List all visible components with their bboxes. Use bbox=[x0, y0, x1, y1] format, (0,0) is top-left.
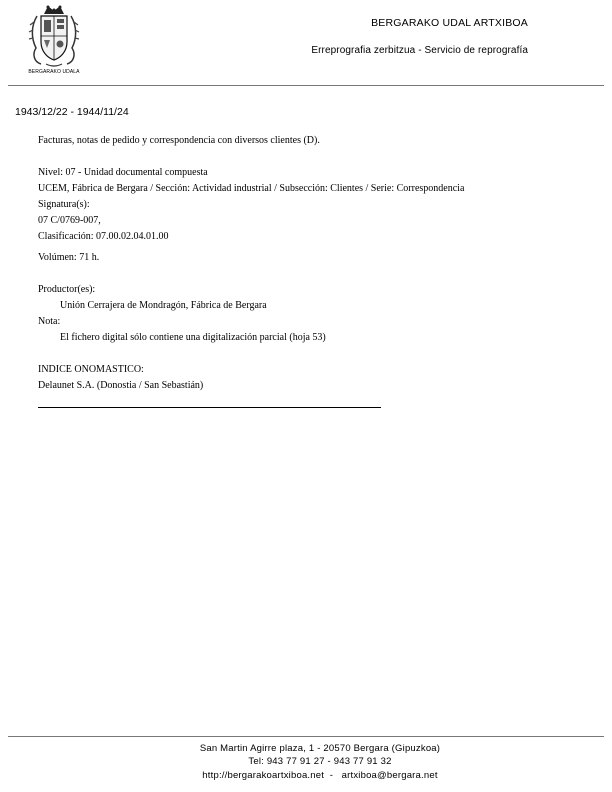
producers-label: Productor(es): bbox=[38, 284, 96, 295]
footer-address: San Martin Agirre plaza, 1 - 20570 Bergara (Gipuzkoa) bbox=[199, 743, 441, 754]
location-field: UCEM, Fábrica de Bergara / Sección: Actividad industrial / Subsección: Clientes / Serie: Correspondencia bbox=[38, 183, 465, 194]
date-range: 1943/12/22 - 1944/11/24 bbox=[15, 106, 129, 118]
producer-value: Unión Cerrajera de Mondragón, Fábrica de Bergara bbox=[60, 300, 267, 311]
signature-value: 07 C/0769-007, bbox=[38, 215, 101, 226]
record-title: Facturas, notas de pedido y correspondencia con diversos clientes (D). bbox=[38, 135, 320, 146]
header-divider bbox=[8, 85, 604, 86]
record-end-divider bbox=[38, 407, 381, 408]
signature-label: Signatura(s): bbox=[38, 199, 90, 210]
footer-phone: Tel: 943 77 91 27 - 943 77 91 32 bbox=[248, 756, 392, 767]
archive-name: BERGARAKO UDAL ARTXIBOA bbox=[371, 17, 528, 29]
footer-divider bbox=[8, 736, 604, 737]
volume-field: Volúmen: 71 h. bbox=[38, 252, 100, 263]
service-name: Erreprografia zerbitzua - Servicio de reprografía bbox=[311, 45, 528, 56]
index-entry: Delaunet S.A. (Donostia / San Sebastián) bbox=[38, 380, 204, 391]
note-value: El fichero digital sólo contiene una digitalización parcial (hoja 53) bbox=[60, 332, 326, 343]
coat-of-arms-icon bbox=[28, 4, 80, 68]
level-field: Nivel: 07 - Unidad documental compuesta bbox=[38, 167, 208, 178]
logo-caption: BERGARAKO UDALA bbox=[28, 69, 80, 75]
footer-web-email: http://bergarakoartxiboa.net - artxiboa@bergara.net bbox=[202, 770, 438, 781]
classification-field: Clasificación: 07.00.02.04.01.00 bbox=[38, 231, 169, 242]
index-label: INDICE ONOMASTICO: bbox=[38, 364, 144, 375]
note-label: Nota: bbox=[38, 316, 61, 327]
